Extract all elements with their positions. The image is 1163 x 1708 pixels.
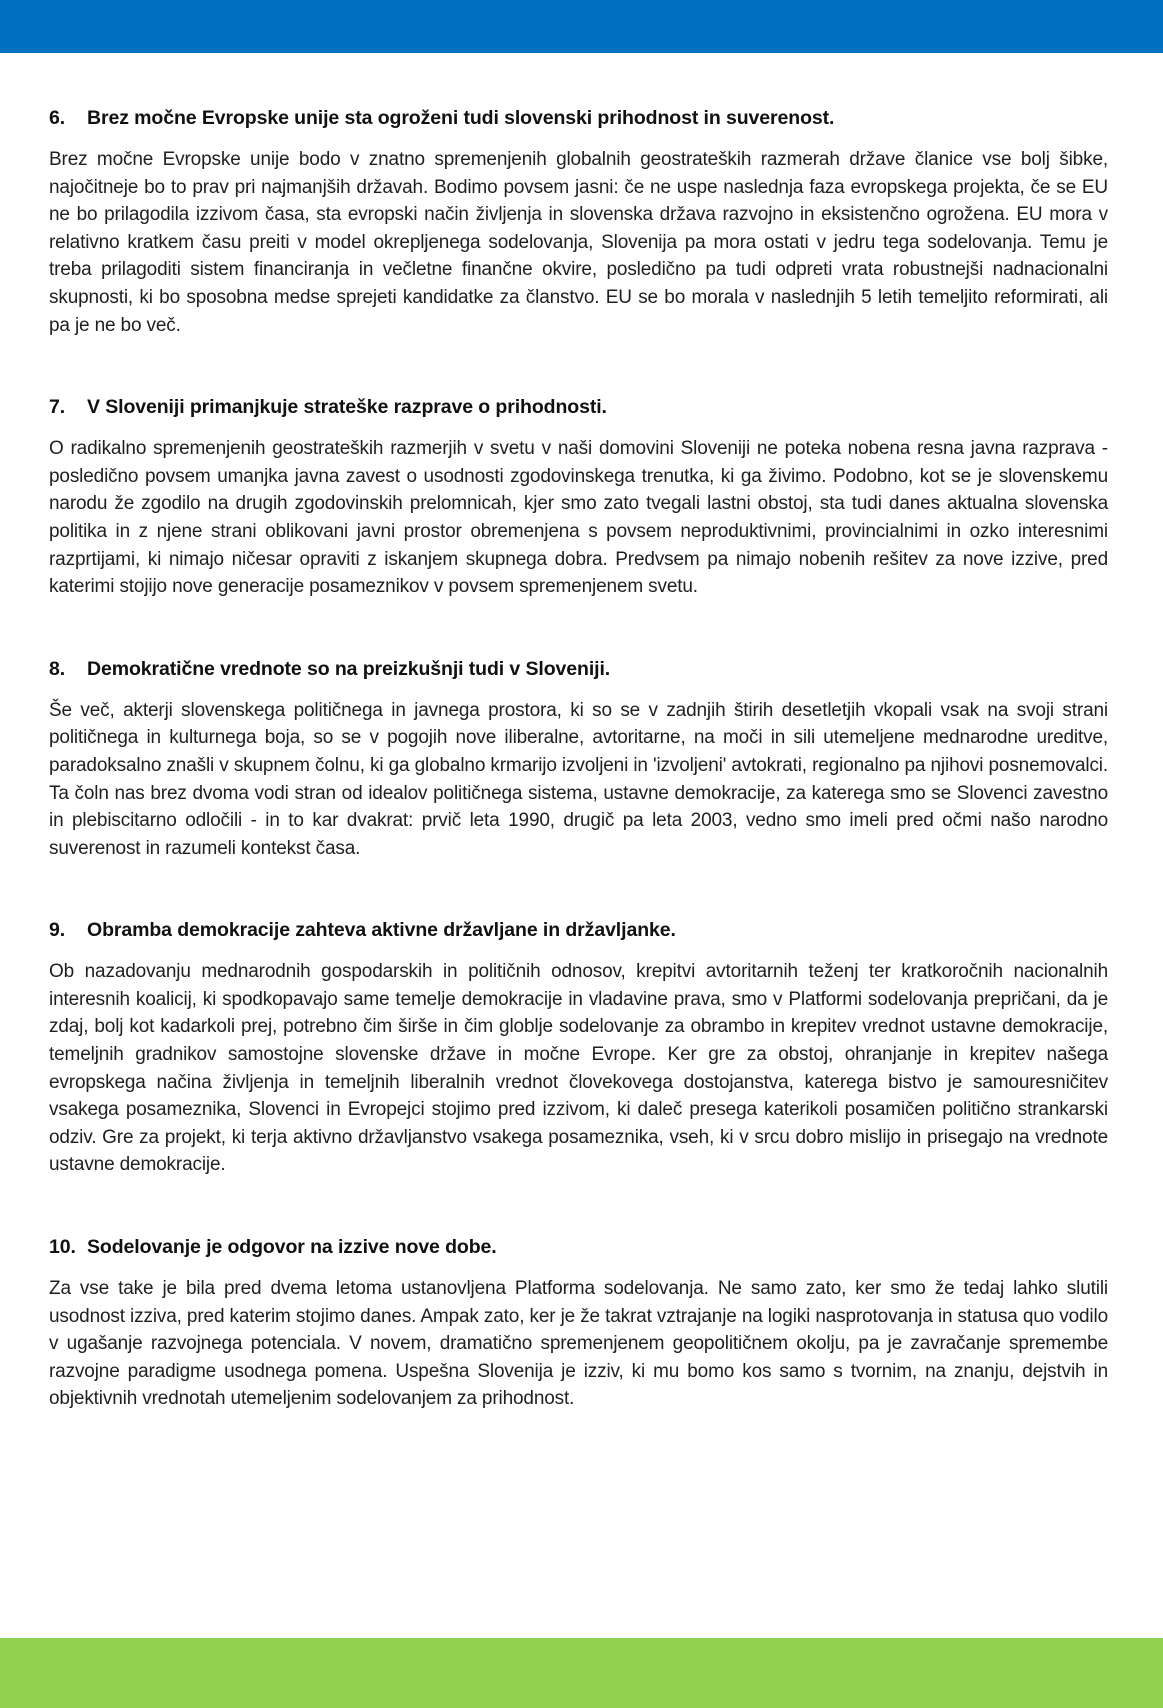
section-paragraph: Za vse take je bila pred dvema letoma ustanovljena Platforma sodelovanja. Ne samo zato, ker smo že tedaj lahko slutili usodnost izziva, pred katerim stojimo danes. Ampak zato, ker je že takrat vztrajanje na logiki nasprotovanja in statusa quo vodilo v ugašanje razvojnega potenciala. V novem, dramatično spremenjenem geopolitičnem okolju, pa je zavračanje spremembe razvojne paradigme usodnega pomena. Uspešna Slovenija je izziv, ki mu bomo kos samo s tvornim, na znanju, dejstvih in objektivnih vrednotah utemeljenim sodelovanjem za prihodnost.: [49, 1278, 1108, 1410]
section-spacer: [49, 1179, 1108, 1233]
section-7: [49, 393, 1108, 601]
section-6: [49, 104, 1108, 339]
section-number: 10.: [49, 1236, 76, 1259]
section-title: Demokratične vrednote so na preizkušnji tudi v Sloveniji.: [87, 657, 611, 680]
section-heading: [49, 1233, 1108, 1261]
section-10: [49, 1233, 1108, 1413]
section-paragraph: Ob nazadovanju mednarodnih gospodarskih in političnih odnosov, krepitvi avtoritarnih teženj ter kratkoročnih nacionalnih interesnih koalicij, ki spodkopavajo same temelje demokracije in vladavine prava, smo v Platformi sodelovanja prepričani, da je zdaj, bolj kot kadarkoli prej, potrebno čim širše in čim globlje sodelovanje za obrambo in krepitev vrednot ustavne demokracije, temeljnih gradnikov samostojne slovenske države in močne Evrope. Ker gre za obstoj, ohranjanje in krepitev našega evropskega načina življenja in temeljnih liberalnih vrednot človekovega dostojanstva, katerega bistvo je samouresničitev vsakega posameznika, Slovenci in Evropejci stojimo pred izzivom, ki daleč presega katerikoli posamičen politično strankarski odziv. Gre za projekt, ki terja aktivno državljanstvo vsakega posameznika, vseh, ki v srcu dobro mislijo in prisegajo na vrednote ustavne demokracije.: [49, 961, 1108, 1176]
section-number: 7.: [49, 396, 66, 419]
section-title: Obramba demokracije zahteva aktivne državljane in državljanke.: [87, 919, 676, 942]
section-heading: [49, 104, 1108, 132]
section-number: 8.: [49, 657, 66, 680]
section-paragraph: O radikalno spremenjenih geostrateških razmerjih v svetu v naši domovini Sloveniji ne poteka nobena resna javna razprava - posledično povsem umanjka javna zavest o usodnosti zgodovinskega trenutka, ki ga živimo. Podobno, kot se je slovenskemu narodu že zgodilo na drugih zgodovinskih prelomnicah, kjer smo zato tvegali lastni obstoj, sta tudi danes aktualna slovenska politika in z njene strani oblikovani javni prostor obremenjena s povsem neproduktivnimi, provincialnimi in ozko interesnimi razprtijami, ki nimajo ničesar opraviti z iskanjem skupnega dobra. Predvsem pa nimajo nobenih rešitev za nove izzive, pred katerimi stojijo nove generacije posameznikov v povsem spremenjenem svetu.: [49, 438, 1108, 598]
section-title: V Sloveniji primanjkuje strateške razprave o prihodnosti.: [87, 396, 607, 419]
section-heading: [49, 393, 1108, 421]
section-title: Sodelovanje je odgovor na izzive nove dobe.: [87, 1236, 497, 1259]
document-content: [49, 104, 1108, 1413]
section-spacer: [49, 862, 1108, 916]
section-8: [49, 655, 1108, 863]
section-spacer: [49, 339, 1108, 393]
section-paragraph: Še več, akterji slovenskega političnega in javnega prostora, ki so se v zadnjih štirih desetletjih vkopali vsak na svoji strani političnega in kulturnega boja, so se v pogojih nove iliberalne, avtoritarne, na moči in sili utemeljene mednarodne ureditve, paradoksalno znašli v skupnem čolnu, ki ga globalno krmarijo izvoljeni in 'izvoljeni' avtokrati, regionalno pa njihovi posnemovalci. Ta čoln nas brez dvoma vodi stran od idealov političnega sistema, ustavne demokracije, za katerega smo se Slovenci zavestno in plebiscitarno odločili - in to kar dvakrat: prvič leta 1990, drugič pa leta 2003, vedno smo imeli pred očmi našo narodno suverenost in razumeli kontekst časa.: [49, 699, 1108, 859]
footer-color-band: [0, 1638, 1163, 1708]
section-number: 6.: [49, 107, 66, 129]
section-heading: [49, 916, 1108, 944]
header-color-band: [0, 0, 1163, 53]
section-paragraph: Brez močne Evropske unije bodo v znatno spremenjenih globalnih geostrateških razmerah države članice vse bolj šibke, najočitneje bo to prav pri najmanjših državah. Bodimo povsem jasni: če ne uspe naslednja faza evropskega projekta, če se EU ne bo prilagodila izzivom časa, sta evropski način življenja in slovenska država razvojno in eksistenčno ogrožena. EU mora v relativno kratkem času preiti v model okrepljenega sodelovanja, Slovenija pa mora ostati v jedru tega sodelovanja. Temu je treba prilagoditi sistem financiranja in večletne finančne okvire, posledično pa tudi odpreti vrata robustnejši nadnacionalni skupnosti, ki bo sposobna medse sprejeti kandidatke za članstvo. EU se bo morala v naslednjih 5 letih temeljito reformirati, ali pa je ne bo več.: [49, 149, 1108, 336]
section-number: 9.: [49, 919, 66, 942]
section-heading: [49, 655, 1108, 683]
section-title: Brez močne Evropske unije sta ogroženi tudi slovenski prihodnost in suverenost.: [87, 107, 835, 129]
section-9: [49, 916, 1108, 1179]
section-spacer: [49, 601, 1108, 655]
